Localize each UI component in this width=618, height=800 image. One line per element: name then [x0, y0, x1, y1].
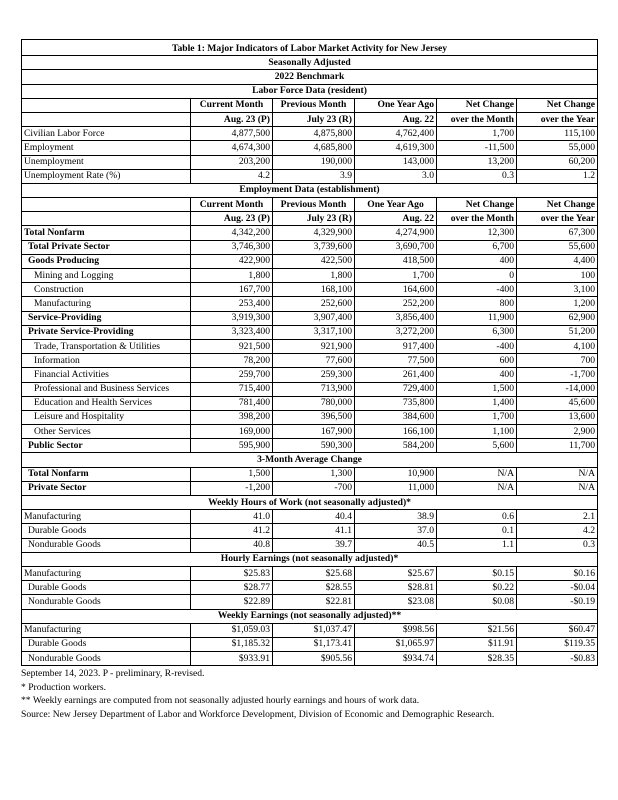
- table-cell: -$0.19: [517, 595, 598, 609]
- table-title: Table 1: Major Indicators of Labor Market Activity for New Jersey: [22, 40, 598, 56]
- weekly-hours-heading-row: [22, 496, 598, 510]
- column-header: Net Change: [517, 98, 598, 112]
- table-cell: N/A: [517, 481, 598, 495]
- row-label: Nondurable Goods: [22, 595, 191, 609]
- table-cell: 4,342,200: [191, 226, 273, 240]
- table-cell: 3,323,400: [191, 325, 273, 339]
- table-cell: 4,674,300: [191, 141, 273, 155]
- table-cell: $22.81: [273, 595, 355, 609]
- table-row: [22, 226, 598, 240]
- table-cell: 1,300: [273, 467, 355, 481]
- table-cell: 259,300: [273, 368, 355, 382]
- table-cell: 190,000: [273, 155, 355, 169]
- table-cell: 1,700: [437, 410, 517, 424]
- table-cell: -700: [273, 481, 355, 495]
- table-cell: 0.3: [437, 169, 517, 183]
- table-row: [22, 396, 598, 410]
- row-label: Financial Activities: [22, 368, 191, 382]
- table-cell: 55,000: [517, 141, 598, 155]
- table-row: [22, 254, 598, 268]
- row-label: Total Nonfarm: [22, 226, 191, 240]
- row-label: Public Sector: [22, 439, 191, 453]
- table-cell: 780,000: [273, 396, 355, 410]
- table-cell: 1,800: [191, 269, 273, 283]
- avg-change-heading: 3-Month Average Change: [22, 453, 598, 467]
- row-label: Total Private Sector: [22, 240, 191, 254]
- table-cell: 39.7: [273, 538, 355, 552]
- table-cell: 11,900: [437, 311, 517, 325]
- table-row: [22, 524, 598, 538]
- row-label: Manufacturing: [22, 297, 191, 311]
- table-cell: 735,800: [355, 396, 437, 410]
- table-cell: $21.56: [437, 623, 517, 637]
- row-label: Nondurable Goods: [22, 652, 191, 666]
- table-cell: -1,700: [517, 368, 598, 382]
- table-cell: 3,907,400: [273, 311, 355, 325]
- row-label: Unemployment Rate (%): [22, 169, 191, 183]
- column-header-row: [22, 198, 598, 212]
- table-cell: -11,500: [437, 141, 517, 155]
- table-row: [22, 595, 598, 609]
- column-subheader-row: [22, 212, 598, 226]
- table-row: [22, 141, 598, 155]
- table-cell: 38.9: [355, 510, 437, 524]
- footnote-date: September 14, 2023. P - preliminary, R-revised.: [21, 668, 205, 680]
- table-cell: 100: [517, 269, 598, 283]
- table-cell: 11,700: [517, 439, 598, 453]
- row-label: Mining and Logging: [22, 269, 191, 283]
- table-cell: 396,500: [273, 410, 355, 424]
- table-cell: 4,400: [517, 254, 598, 268]
- table-cell: 40.4: [273, 510, 355, 524]
- row-label: Service-Providing: [22, 311, 191, 325]
- table-cell: $1,065.97: [355, 637, 437, 651]
- hourly-earnings-heading-row: [22, 552, 598, 566]
- table-cell: 166,100: [355, 425, 437, 439]
- table-row: [22, 169, 598, 183]
- table-cell: -$0.83: [517, 652, 598, 666]
- table-cell: 4,329,900: [273, 226, 355, 240]
- table-cell: 2.1: [517, 510, 598, 524]
- table-row: [22, 283, 598, 297]
- table-cell: 917,400: [355, 339, 437, 353]
- hourly-earnings-heading: Hourly Earnings (not seasonally adjusted)*: [22, 552, 598, 566]
- labor-force-heading-row: [22, 84, 598, 98]
- table-cell: 41.2: [191, 524, 273, 538]
- table-cell: 12,300: [437, 226, 517, 240]
- table-cell: $1,173.41: [273, 637, 355, 651]
- row-label: Manufacturing: [22, 566, 191, 580]
- table-cell: 261,400: [355, 368, 437, 382]
- table-row: [22, 410, 598, 424]
- table-cell: 422,900: [191, 254, 273, 268]
- table-cell: 398,200: [191, 410, 273, 424]
- table-cell: $1,059.03: [191, 623, 273, 637]
- table-row: [22, 623, 598, 637]
- table-cell: 77,600: [273, 354, 355, 368]
- table-cell: 40.5: [355, 538, 437, 552]
- table-cell: $25.67: [355, 566, 437, 580]
- table-cell: 0.3: [517, 538, 598, 552]
- table-cell: 0.1: [437, 524, 517, 538]
- row-label: Leisure and Hospitality: [22, 410, 191, 424]
- column-subheader: over the Year: [517, 212, 598, 226]
- row-label: Education and Health Services: [22, 396, 191, 410]
- table-cell: 252,600: [273, 297, 355, 311]
- table-row: [22, 368, 598, 382]
- table-cell: 13,600: [517, 410, 598, 424]
- table-cell: 0.6: [437, 510, 517, 524]
- table-row: [22, 269, 598, 283]
- table-cell: $11.91: [437, 637, 517, 651]
- row-label: Information: [22, 354, 191, 368]
- table-cell: 252,200: [355, 297, 437, 311]
- header-blank: [22, 98, 191, 112]
- table-row: [22, 297, 598, 311]
- table-cell: 1.1: [437, 538, 517, 552]
- table-cell: 1,700: [437, 127, 517, 141]
- table-cell: 4,619,300: [355, 141, 437, 155]
- footnotes: [21, 667, 597, 721]
- table-cell: $23.08: [355, 595, 437, 609]
- table-cell: 729,400: [355, 382, 437, 396]
- table-cell: 67,300: [517, 226, 598, 240]
- table-row: [22, 538, 598, 552]
- table-row: [22, 354, 598, 368]
- table-cell: 3,739,600: [273, 240, 355, 254]
- table-cell: $28.81: [355, 581, 437, 595]
- weekly-earnings-heading-row: [22, 609, 598, 623]
- table-cell: 2,900: [517, 425, 598, 439]
- table-cell: 600: [437, 354, 517, 368]
- table-cell: 400: [437, 368, 517, 382]
- table-row: [22, 566, 598, 580]
- table-cell: 700: [517, 354, 598, 368]
- row-label: Manufacturing: [22, 510, 191, 524]
- column-header: Current Month: [191, 98, 273, 112]
- table-cell: 41.0: [191, 510, 273, 524]
- footnote-weekly-earnings: ** Weekly earnings are computed from not seasonally adjusted hourly earnings and hours of work data.: [21, 695, 420, 707]
- table-cell: -1,200: [191, 481, 273, 495]
- column-subheader: July 23 (R): [273, 212, 355, 226]
- table-cell: $119.35: [517, 637, 598, 651]
- table-cell: 253,400: [191, 297, 273, 311]
- weekly-earnings-heading: Weekly Earnings (not seasonally adjusted)**: [22, 609, 598, 623]
- table-cell: 1,400: [437, 396, 517, 410]
- table-cell: 4,100: [517, 339, 598, 353]
- table-cell: $28.77: [191, 581, 273, 595]
- header-blank: [22, 212, 191, 226]
- table-cell: 595,900: [191, 439, 273, 453]
- avg-change-heading-row: [22, 453, 598, 467]
- table-cell: 921,900: [273, 339, 355, 353]
- row-label: Trade, Transportation & Utilities: [22, 339, 191, 353]
- table-cell: 1,700: [355, 269, 437, 283]
- row-label: Private Service-Providing: [22, 325, 191, 339]
- table-cell: 4.2: [517, 524, 598, 538]
- table-cell: $25.83: [191, 566, 273, 580]
- table-cell: 6,300: [437, 325, 517, 339]
- table-cell: $22.89: [191, 595, 273, 609]
- table-cell: -14,000: [517, 382, 598, 396]
- table-cell: 40.8: [191, 538, 273, 552]
- column-subheader: July 23 (R): [273, 112, 355, 126]
- table-benchmark: 2022 Benchmark: [22, 70, 598, 84]
- table-cell: 3,317,100: [273, 325, 355, 339]
- row-label: Private Sector: [22, 481, 191, 495]
- table-cell: $905.56: [273, 652, 355, 666]
- table-cell: 3,746,300: [191, 240, 273, 254]
- table-row: [22, 339, 598, 353]
- table-cell: 167,900: [273, 425, 355, 439]
- table-cell: 3.0: [355, 169, 437, 183]
- table-row: [22, 481, 598, 495]
- footnote-production: * Production workers.: [21, 681, 106, 693]
- employment-heading-row: [22, 183, 598, 197]
- row-label: Nondurable Goods: [22, 538, 191, 552]
- row-label: Civilian Labor Force: [22, 127, 191, 141]
- row-label: Construction: [22, 283, 191, 297]
- table-cell: 167,700: [191, 283, 273, 297]
- table-cell: 1,500: [437, 382, 517, 396]
- table-cell: 4,877,500: [191, 127, 273, 141]
- row-label: Durable Goods: [22, 637, 191, 651]
- column-header: Net Change: [517, 198, 598, 212]
- table-cell: 715,400: [191, 382, 273, 396]
- table-cell: 1,100: [437, 425, 517, 439]
- table-row: [22, 311, 598, 325]
- header-blank: [22, 198, 191, 212]
- table-cell: $998.56: [355, 623, 437, 637]
- column-header: One Year Ago: [355, 198, 437, 212]
- table-cell: 77,500: [355, 354, 437, 368]
- table-row: [22, 637, 598, 651]
- table-cell: $0.08: [437, 595, 517, 609]
- table-cell: 418,500: [355, 254, 437, 268]
- column-subheader: Aug. 23 (P): [191, 112, 273, 126]
- employment-heading: Employment Data (establishment): [22, 183, 598, 197]
- row-label: Employment: [22, 141, 191, 155]
- column-header: Net Change: [437, 98, 517, 112]
- table-cell: 37.0: [355, 524, 437, 538]
- labor-market-table: [21, 39, 598, 666]
- table-cell: 3.9: [273, 169, 355, 183]
- header-blank: [22, 112, 191, 126]
- row-label: Goods Producing: [22, 254, 191, 268]
- table-cell: -400: [437, 339, 517, 353]
- table-subtitle: Seasonally Adjusted: [22, 56, 598, 70]
- table-cell: 203,200: [191, 155, 273, 169]
- row-label: Unemployment: [22, 155, 191, 169]
- table-cell: -400: [437, 283, 517, 297]
- table-cell: 51,200: [517, 325, 598, 339]
- table-cell: 143,000: [355, 155, 437, 169]
- table-row: [22, 581, 598, 595]
- table-cell: $1,185.32: [191, 637, 273, 651]
- row-label: Durable Goods: [22, 581, 191, 595]
- table-cell: 0: [437, 269, 517, 283]
- table-cell: $933.91: [191, 652, 273, 666]
- table-row: [22, 510, 598, 524]
- table-cell: $0.22: [437, 581, 517, 595]
- table-cell: 55,600: [517, 240, 598, 254]
- table-cell: 13,200: [437, 155, 517, 169]
- table-cell: 3,856,400: [355, 311, 437, 325]
- table-cell: 422,500: [273, 254, 355, 268]
- table-row: [22, 425, 598, 439]
- table-cell: 800: [437, 297, 517, 311]
- column-header: Current Month: [191, 198, 273, 212]
- column-subheader-row: [22, 112, 598, 126]
- table-cell: 3,272,200: [355, 325, 437, 339]
- table-row: [22, 652, 598, 666]
- table-cell: 921,500: [191, 339, 273, 353]
- table-cell: 4,685,800: [273, 141, 355, 155]
- column-subheader: Aug. 22: [355, 212, 437, 226]
- table-cell: 1.2: [517, 169, 598, 183]
- table-cell: 584,200: [355, 439, 437, 453]
- table-cell: 3,919,300: [191, 311, 273, 325]
- row-label: Manufacturing: [22, 623, 191, 637]
- table-cell: 781,400: [191, 396, 273, 410]
- table-cell: 259,700: [191, 368, 273, 382]
- table-cell: 1,500: [191, 467, 273, 481]
- table-cell: 4,875,800: [273, 127, 355, 141]
- document: [21, 39, 597, 722]
- column-header: Net Change: [437, 198, 517, 212]
- column-header: Previous Month: [273, 198, 355, 212]
- table-cell: 713,900: [273, 382, 355, 396]
- column-header: Previous Month: [273, 98, 355, 112]
- table-cell: 384,600: [355, 410, 437, 424]
- table-cell: 590,300: [273, 439, 355, 453]
- table-cell: 4,274,900: [355, 226, 437, 240]
- table-cell: 45,600: [517, 396, 598, 410]
- table-cell: N/A: [437, 481, 517, 495]
- table-cell: 164,600: [355, 283, 437, 297]
- column-subheader: over the Month: [437, 112, 517, 126]
- table-cell: $28.35: [437, 652, 517, 666]
- row-label: Professional and Business Services: [22, 382, 191, 396]
- column-header: One Year Ago: [355, 98, 437, 112]
- table-cell: N/A: [517, 467, 598, 481]
- table-cell: N/A: [437, 467, 517, 481]
- table-row: [22, 155, 598, 169]
- table-cell: 169,000: [191, 425, 273, 439]
- table-row: [22, 439, 598, 453]
- table-cell: $934.74: [355, 652, 437, 666]
- footnote-source: Source: New Jersey Department of Labor and Workforce Development, Division of Economic and Demographic Research.: [21, 709, 495, 721]
- row-label: Durable Goods: [22, 524, 191, 538]
- table-row: [22, 325, 598, 339]
- table-row: [22, 240, 598, 254]
- table-cell: $1,037.47: [273, 623, 355, 637]
- table-cell: -$0.04: [517, 581, 598, 595]
- table-cell: 400: [437, 254, 517, 268]
- table-cell: 6,700: [437, 240, 517, 254]
- table-cell: 60,200: [517, 155, 598, 169]
- table-cell: 62,900: [517, 311, 598, 325]
- row-label: Other Services: [22, 425, 191, 439]
- table-cell: 41.1: [273, 524, 355, 538]
- column-subheader: over the Month: [437, 212, 517, 226]
- table-cell: 78,200: [191, 354, 273, 368]
- labor-force-heading: Labor Force Data (resident): [22, 84, 598, 98]
- column-header-row: [22, 98, 598, 112]
- table-row: [22, 382, 598, 396]
- table-cell: 4,762,400: [355, 127, 437, 141]
- table-row: [22, 467, 598, 481]
- column-subheader: over the Year: [517, 112, 598, 126]
- table-cell: 4.2: [191, 169, 273, 183]
- weekly-hours-heading: Weekly Hours of Work (not seasonally adjusted)*: [22, 496, 598, 510]
- column-subheader: Aug. 22: [355, 112, 437, 126]
- table-cell: 10,900: [355, 467, 437, 481]
- table-cell: 3,100: [517, 283, 598, 297]
- table-cell: 11,000: [355, 481, 437, 495]
- table-cell: $25.68: [273, 566, 355, 580]
- table-cell: 1,800: [273, 269, 355, 283]
- table-cell: 168,100: [273, 283, 355, 297]
- table-cell: $0.16: [517, 566, 598, 580]
- table-cell: 1,200: [517, 297, 598, 311]
- column-subheader: Aug. 23 (P): [191, 212, 273, 226]
- table-cell: 115,100: [517, 127, 598, 141]
- table-cell: $0.15: [437, 566, 517, 580]
- table-cell: $60.47: [517, 623, 598, 637]
- table-cell: $28.55: [273, 581, 355, 595]
- table-cell: 3,690,700: [355, 240, 437, 254]
- table-cell: 5,600: [437, 439, 517, 453]
- row-label: Total Nonfarm: [22, 467, 191, 481]
- table-row: [22, 127, 598, 141]
